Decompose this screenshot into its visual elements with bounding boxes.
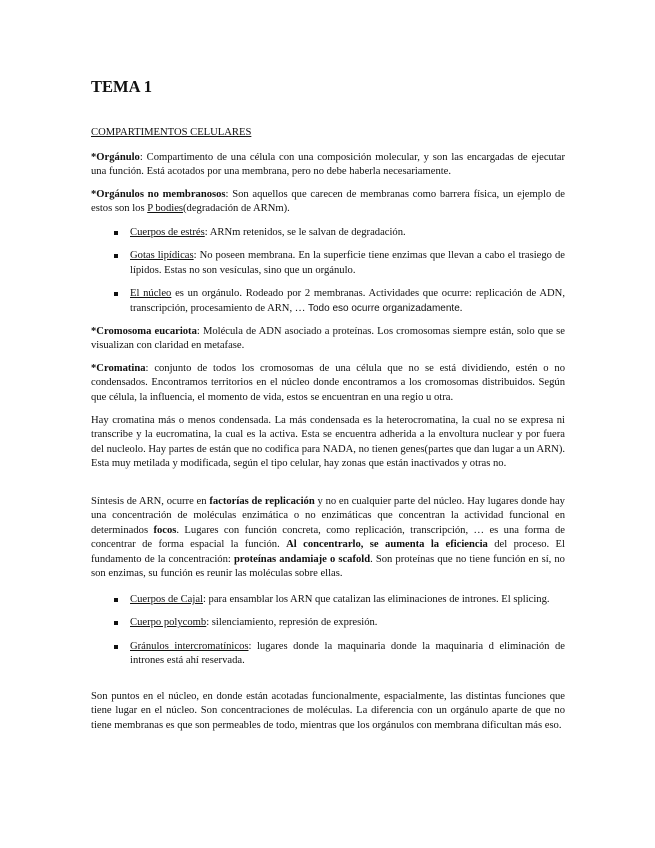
handwritten-style-note: Todo eso ocurre organizadamente bbox=[308, 302, 460, 314]
term-eficiencia: Al concentrarlo, se aumenta la eficiencia bbox=[286, 539, 488, 551]
paragraph-text: (degradación de ARNm). bbox=[183, 203, 290, 215]
list-item-text: . bbox=[459, 302, 463, 314]
list-item-term: Cuerpos de Cajal bbox=[130, 594, 203, 605]
paragraph-text: Síntesis de ARN, ocurre en bbox=[91, 496, 210, 507]
list-item-term: Gotas lipídicas bbox=[130, 250, 194, 262]
bullet-icon bbox=[114, 292, 118, 296]
list-item-term: Cuerpo polycomb bbox=[130, 617, 207, 629]
list-item-text: : ARNm retenidos, se le salvan de degradación. bbox=[204, 227, 406, 238]
paragraph-conclusion: Son puntos en el núcleo, en donde están acotadas funcionalmente, espacialmente, las distintas funciones que tiene lugar en el núcleo. Son concentraciones de moléculas. La diferencia con un orgánulo aparte de que no tiene membranas es que son permeables de todo, mientras que los orgánulos con membrana dificultan más eso. bbox=[91, 691, 565, 731]
term-focos: focos bbox=[153, 524, 177, 536]
paragraph-text: . Son proteínas que no tiene función en sí, no son enzimas, su función es reunir las moléculas sobre ellas. bbox=[91, 553, 565, 580]
section-heading: COMPARTIMENTOS CELULARES bbox=[91, 127, 252, 138]
paragraph-cromosoma bbox=[91, 325, 565, 354]
term-factorias: factorías de replicación bbox=[209, 496, 315, 507]
bullet-list-cuerpos bbox=[91, 593, 565, 678]
bullet-list-organulos bbox=[91, 226, 565, 325]
bullet-icon bbox=[114, 645, 118, 649]
page-title: TEMA 1 bbox=[91, 77, 152, 96]
paragraph-text: del proceso. El fundamento de la concentración: bbox=[91, 539, 565, 565]
paragraph-text: . Lugares con función concreta, como replicación, transcripción, … es una forma de concentrar de forma espacial la función. bbox=[91, 524, 565, 551]
paragraph-text: : Son aquellos que carecen de membranas como barrera física, un ejemplo de estos son los bbox=[91, 189, 565, 215]
list-item bbox=[91, 226, 565, 240]
list-item bbox=[91, 593, 565, 607]
list-item-text: : silenciamiento, represión de expresión. bbox=[206, 617, 378, 629]
bullet-icon bbox=[114, 598, 118, 602]
list-item bbox=[91, 287, 565, 316]
list-item bbox=[91, 640, 565, 669]
paragraph-cromatina bbox=[91, 362, 565, 405]
p-bodies-term: P bodies bbox=[147, 203, 184, 215]
list-item-term: Cuerpos de estrés bbox=[130, 227, 205, 238]
paragraph-text: y no en cualquier parte del núcleo. Hay lugares donde hay una concentración de moléculas enzimática o no enzimáticas que concentran la actividad funcional en determinados bbox=[91, 496, 565, 536]
paragraph-organulo bbox=[91, 151, 565, 180]
list-item bbox=[91, 616, 565, 630]
list-item-text: : lugares donde la maquinaria donde la maquinaria d eliminación de intrones está ahí reservada. bbox=[130, 640, 565, 667]
paragraph-condensacion: Hay cromatina más o menos condensada. La más condensada es la heterocromatina, la cual no se expresa ni transcribe y la eucromatina, la cual es la activa. Esta se encuentra adherida a la envoltura nuclear y por fuera del nucleolo. Hay partes de están que no codifica para NADA, no tienen genes(partes que dan lugar a un ARN). Esta muy metilada y modificada, según el tipo celular, hay zonas que están inactivados y otras no. bbox=[91, 415, 565, 470]
term-no-membranosos: *Orgánulos no membranosos bbox=[91, 189, 226, 200]
bullet-icon bbox=[114, 254, 118, 258]
paragraph-no-membranosos bbox=[91, 188, 565, 217]
paragraph-text: : Molécula de ADN asociado a proteínas. Los cromosomas siempre están, solo que se visualizan con claridad en metafase. bbox=[91, 326, 565, 352]
list-item-term: El núcleo bbox=[130, 288, 172, 300]
term-andamiaje: proteínas andamiaje o scafold bbox=[233, 553, 371, 565]
bullet-icon bbox=[114, 231, 118, 235]
term-organulo: *Orgánulo bbox=[91, 152, 140, 163]
paragraph-text: : conjunto de todos los cromosomas de una célula que no se está dividiendo, estén o no condensados. Encontramos territorios en el núcleo donde encontramos a los cromosomas distribuidos. Según que célula, la influencia, el momento de vida, estos se encuentran en una regio u otra. bbox=[91, 363, 565, 403]
list-item bbox=[91, 249, 565, 278]
paragraph-sintesis-arn bbox=[91, 495, 565, 581]
list-item-text: : para ensamblar los ARN que catalizan las eliminaciones de intrones. El splicing. bbox=[202, 594, 550, 605]
list-item-text: : No poseen membrana. En la superficie tiene enzimas que llevan a cabo el trasiego de lípidos. Estas no son vesículas, sino que un orgánulo. bbox=[130, 250, 565, 276]
list-item-term: Gránulos intercromatínicos bbox=[130, 640, 249, 652]
paragraph-text: : Compartimento de una célula con una composición molecular, y son las encargadas de ejecutar una función. Está acotados por una membrana, pero no debe haberla necesariamente. bbox=[91, 152, 565, 178]
bullet-icon bbox=[114, 621, 118, 625]
term-cromatina: *Cromatina bbox=[91, 363, 146, 374]
list-item-text: es un orgánulo. Rodeado por 2 membranas. Actividades que ocurre: replicación de ADN, transcripción, procesamiento de ARN, … bbox=[130, 288, 565, 314]
term-cromosoma: *Cromosoma eucariota bbox=[91, 326, 197, 337]
